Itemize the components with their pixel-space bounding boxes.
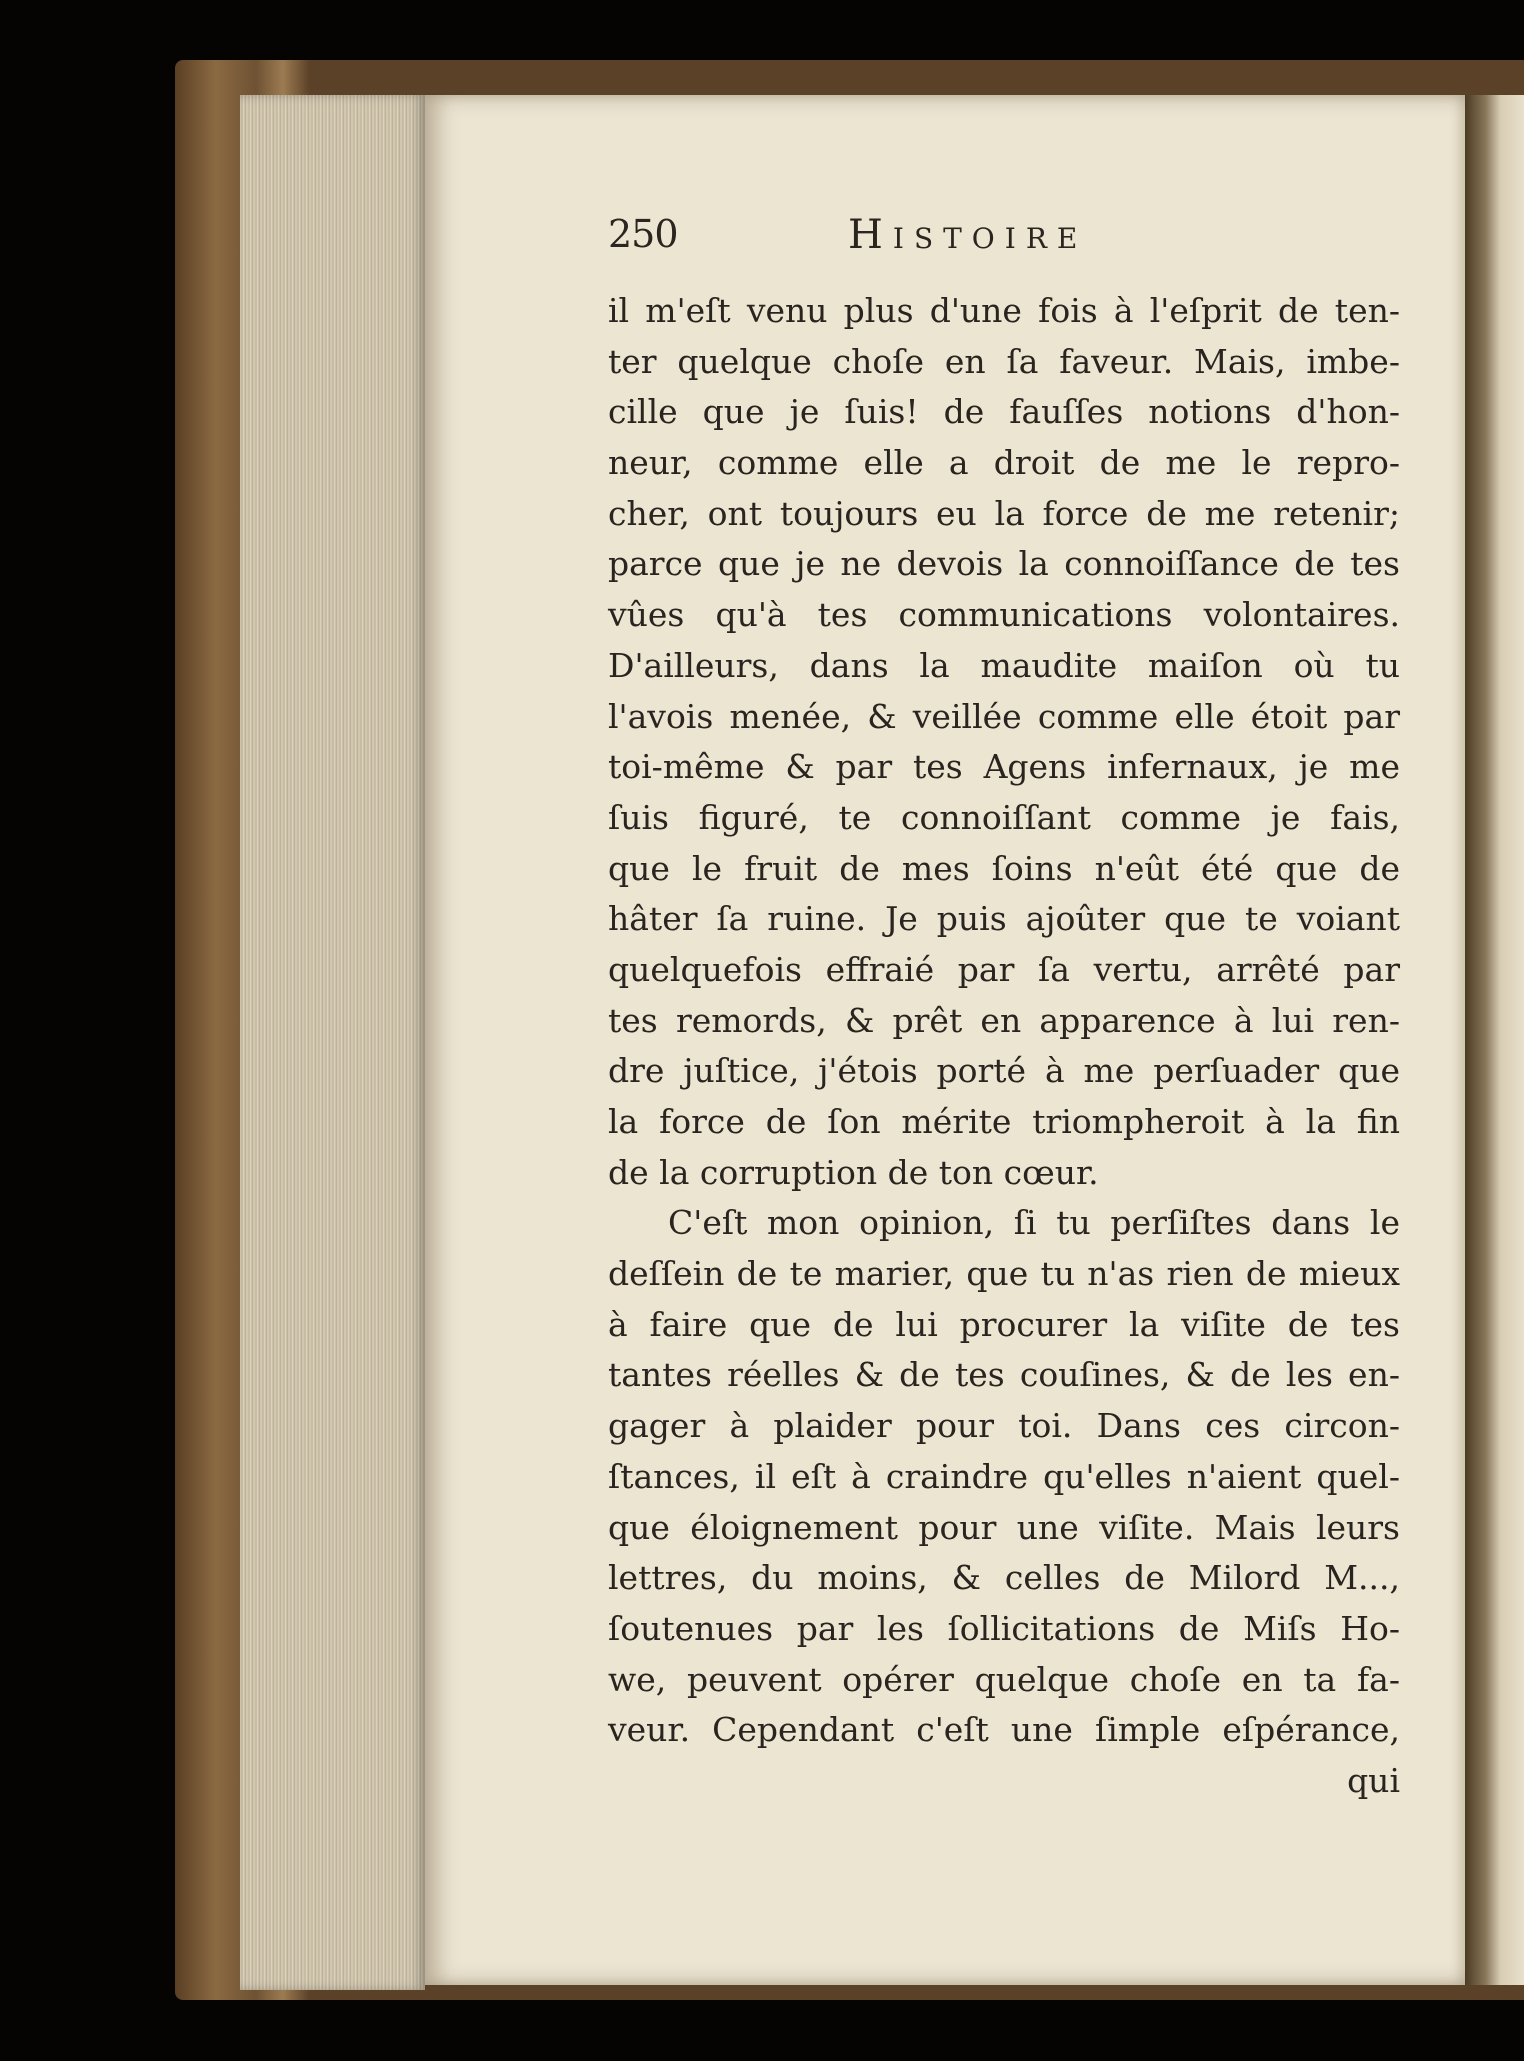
text-line: ſoutenues par les ſollicitations de Miſs Ho- bbox=[608, 1608, 1400, 1648]
running-head bbox=[608, 212, 1148, 262]
text-block bbox=[608, 286, 1400, 1807]
text-line: deſſein de te marier, que tu n'as rien de mieux bbox=[608, 1254, 1400, 1294]
text-line: il m'eſt venu plus d'une fois à l'eſprit de ten- bbox=[608, 291, 1400, 330]
text-line: neur, comme elle a droit de me le repro- bbox=[608, 443, 1400, 483]
text-line: ſtances, il eſt à craindre qu'elles n'aient quel- bbox=[608, 1456, 1400, 1496]
text-line: ter quelque choſe en ſa faveur. Mais, imbe- bbox=[608, 341, 1400, 381]
text-line: lettres, du moins, & celles de Milord M..., bbox=[608, 1558, 1400, 1598]
text-line: à faire que de lui procurer la viſite de tes bbox=[608, 1304, 1400, 1344]
text-line: ſuis figuré, te connoiſſant comme je fais, bbox=[608, 797, 1400, 837]
paragraph-start-line: C'eſt mon opinion, ſi tu perſiſtes dans le bbox=[668, 1203, 1400, 1243]
paragraph-end-line: de la corruption de ton cœur. bbox=[608, 1152, 1099, 1192]
catchword: qui bbox=[1347, 1760, 1400, 1800]
text-line: l'avois menée, & veillée comme elle étoit par bbox=[608, 696, 1400, 736]
text-line: toi-même & par tes Agens infernaux, je me bbox=[608, 747, 1400, 787]
page-edges bbox=[240, 95, 425, 1990]
text-line: cille que je ſuis! de fauſſes notions d'hon- bbox=[608, 392, 1400, 432]
text-line: we, peuvent opérer quelque choſe en ta fa- bbox=[608, 1659, 1400, 1699]
text-line: veur. Cependant c'eſt une ſimple eſpérance, bbox=[608, 1710, 1400, 1750]
text-line: parce que je ne devois la connoiſſance de tes bbox=[608, 544, 1400, 584]
text-line: la force de ſon mérite triompheroit à la fin bbox=[608, 1102, 1400, 1141]
text-line: quelquefois effraié par ſa vertu, arrêté par bbox=[608, 949, 1400, 989]
text-line: tantes réelles & de tes couſines, & de les en- bbox=[608, 1355, 1400, 1395]
text-line: tes remords, & prêt en apparence à lui ren- bbox=[608, 1000, 1400, 1040]
page-gutter bbox=[1465, 95, 1524, 1985]
text-line: que le fruit de mes ſoins n'eût été que de bbox=[608, 848, 1400, 888]
text-line: D'ailleurs, dans la maudite maiſon où tu bbox=[608, 645, 1400, 685]
text-line: vûes qu'à tes communications volontaires. bbox=[608, 595, 1400, 635]
page-number: 250 bbox=[608, 212, 678, 256]
text-line: hâter ſa ruine. Je puis ajoûter que te voiant bbox=[608, 899, 1400, 939]
page-heading: Histoire bbox=[848, 212, 1088, 258]
text-line: que éloignement pour une viſite. Mais leurs bbox=[608, 1507, 1400, 1547]
text-line: dre juſtice, j'étois porté à me perſuader que bbox=[608, 1051, 1400, 1091]
text-line: cher, ont toujours eu la force de me retenir; bbox=[608, 493, 1400, 533]
text-line: gager à plaider pour toi. Dans ces circon- bbox=[608, 1406, 1400, 1446]
